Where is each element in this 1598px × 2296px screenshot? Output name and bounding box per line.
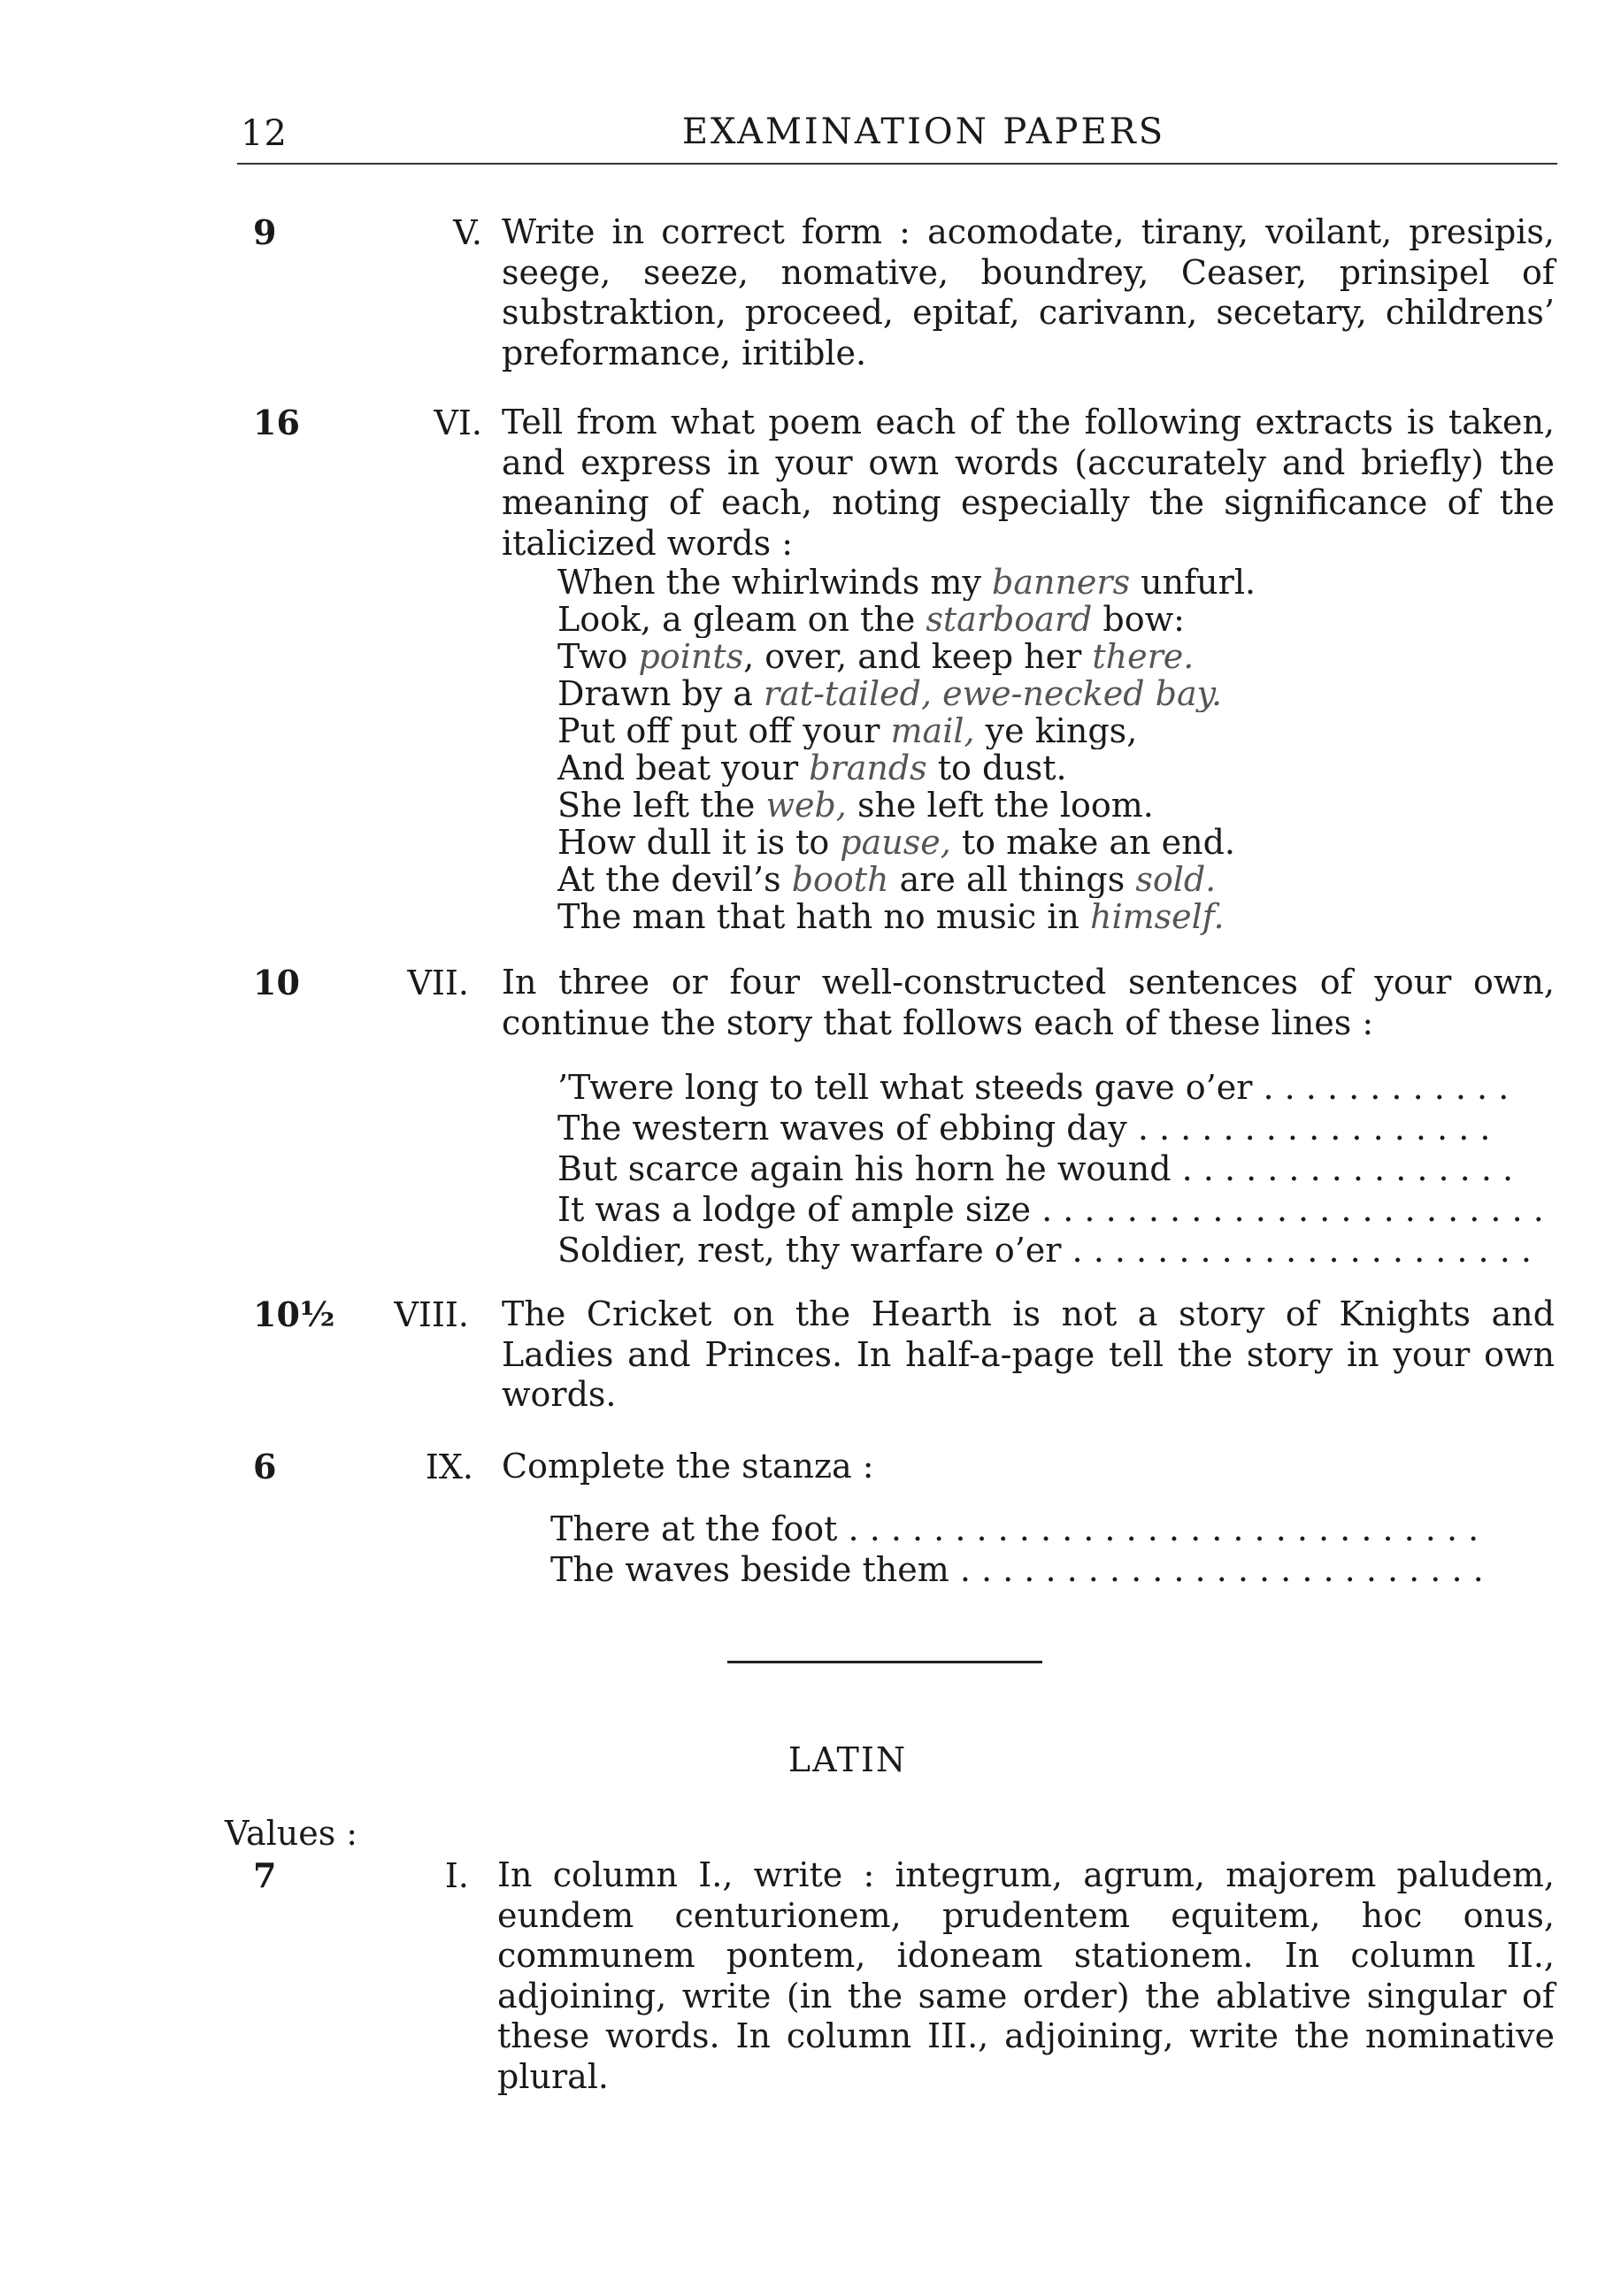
- question-text: Tell from what poem each of the following extracts is taken, and express in your own words (accurately and briefly) the meaning of each, noting especially the significance of the italicized words :: [502, 403, 1555, 563]
- question-numeral: VII.: [407, 964, 469, 1002]
- stanza-line: The waves beside them . . . . . . . . . . . . . . . . . . . . . . . . .: [550, 1550, 1484, 1589]
- extract-line: Drawn by a rat-tailed, ewe-necked bay.: [557, 675, 1223, 712]
- page-header: [237, 108, 1557, 161]
- extract-line: When the whirlwinds my banners unfurl.: [557, 564, 1256, 601]
- extract-line: She left the web, she left the loom.: [557, 787, 1154, 824]
- running-head: EXAMINATION PAPERS: [681, 111, 1166, 152]
- story-line: But scarce again his horn he wound . . . . . . . . . . . . . . . .: [557, 1149, 1514, 1188]
- extract-line: The man that hath no music in himself.: [557, 898, 1225, 935]
- question-text: The Cricket on the Hearth is not a story of Knights and Ladies and Princes. In half-a-page tell the story in your own words.: [502, 1294, 1555, 1414]
- question-numeral: VI.: [434, 403, 482, 442]
- question-mark: 16: [253, 403, 300, 442]
- section-title: LATIN: [787, 1740, 908, 1779]
- question-mark: 7: [253, 1855, 277, 1895]
- question-text: Write in correct form : acomodate, tirany, voilant, presipis, seege, seeze, nomative, boundrey, Ceaser, prinsipel of substraktion, proceed, epitaf, carivann, secetary, childrens’ preformance, iritible.: [502, 212, 1555, 372]
- question-text: In three or four well-constructed sentences of your own, continue the story that follows each of these lines :: [502, 963, 1555, 1042]
- story-line: It was a lodge of ample size . . . . . . . . . . . . . . . . . . . . . . . .: [557, 1190, 1544, 1229]
- extracts-list: [557, 564, 1548, 935]
- extract-line: Look, a gleam on the starboard bow:: [557, 601, 1185, 638]
- story-line: Soldier, rest, thy warfare o’er . . . . . . . . . . . . . . . . . . . . . .: [557, 1231, 1532, 1270]
- story-lines: [557, 1067, 1548, 1271]
- question-numeral: IX.: [425, 1447, 473, 1486]
- story-line: The western waves of ebbing day . . . . . . . . . . . . . . . . .: [557, 1109, 1491, 1148]
- question-mark: 10½: [253, 1294, 335, 1334]
- question-numeral: I.: [444, 1856, 469, 1895]
- question-mark: 6: [253, 1447, 277, 1486]
- header-rule: [237, 163, 1557, 165]
- extract-line: Put off put off your mail, ye kings,: [557, 712, 1138, 749]
- page-number: 12: [241, 113, 288, 154]
- extract-line: How dull it is to pause, to make an end.: [557, 824, 1235, 861]
- question-mark: 10: [253, 963, 300, 1002]
- extract-line: And beat your brands to dust.: [557, 749, 1067, 787]
- section-divider: [727, 1661, 1042, 1663]
- story-line: ’Twere long to tell what steeds gave o’er . . . . . . . . . . . .: [557, 1068, 1510, 1107]
- question-text: In column I., write : integrum, agrum, majorem paludem, eundem centurionem, prudentem equitem, hoc onus, communem pontem, idoneam stationem. In column II., adjoining, write (in the same order) the ablative singular of these words. In column III., adjoining, write the nominative plural.: [497, 1855, 1555, 2096]
- question-text: Complete the stanza :: [502, 1447, 874, 1486]
- values-label: Values :: [225, 1814, 358, 1853]
- question-numeral: V.: [453, 213, 482, 252]
- question-mark: 9: [253, 212, 277, 252]
- question-numeral: VIII.: [394, 1295, 469, 1334]
- extract-line: At the devil’s booth are all things sold.: [557, 861, 1217, 898]
- stanza-line: There at the foot . . . . . . . . . . . . . . . . . . . . . . . . . . . . . .: [550, 1509, 1479, 1548]
- extract-line: Two points, over, and keep her there.: [557, 638, 1195, 675]
- stanza-lines: [550, 1509, 1541, 1590]
